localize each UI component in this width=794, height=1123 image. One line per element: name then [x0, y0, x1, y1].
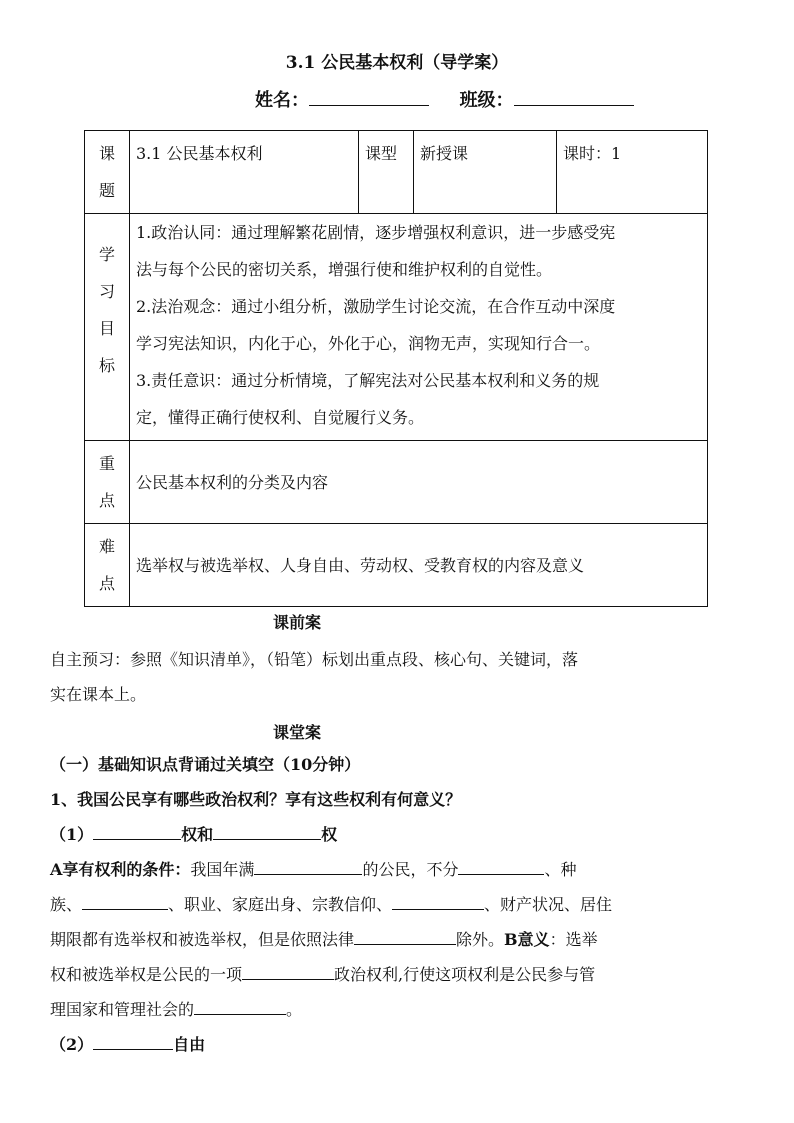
goals-content — [130, 214, 708, 441]
goal-line: 学习宪法知识，内化于心，外化于心，润物无声，实现知行合一。 — [136, 334, 601, 353]
fill-blank[interactable] — [194, 997, 286, 1015]
fill-blank[interactable] — [93, 822, 181, 840]
key-point-label: 重 点 — [85, 441, 130, 524]
condition-label: A享有权利的条件： — [50, 860, 191, 879]
difficulty-value: 选举权与被选举权、人身自由、劳动权、受教育权的内容及意义 — [130, 524, 708, 607]
key-point-value: 公民基本权利的分类及内容 — [130, 441, 708, 524]
in-class-content — [50, 747, 700, 1062]
fill-blank[interactable] — [93, 1032, 173, 1050]
fill-blank[interactable] — [458, 857, 544, 875]
item-1: （1） 权和 权 — [50, 817, 700, 852]
lesson-info-table — [84, 130, 708, 607]
goal-line: 定，懂得正确行使权利、自觉履行义务。 — [136, 408, 425, 427]
goal-line: 3.责任意识：通过分析情境，了解宪法对公民基本权利和义务的规 — [136, 371, 600, 390]
item-2: （2） 自由 — [50, 1027, 700, 1062]
goal-line: 1.政治认同：通过理解繁花剧情，逐步增强权利意识，进一步感受宪 — [136, 223, 616, 242]
class-label: 班级： — [459, 90, 514, 111]
goals-label: 学 习 目 标 — [85, 214, 130, 441]
in-class-heading: 课堂案 — [272, 723, 321, 742]
difficulty-row — [85, 524, 708, 607]
condition-line-2: 族、 、职业、家庭出身、宗教信仰、 、财产状况、居住 — [50, 887, 700, 922]
fill-blank[interactable] — [82, 892, 168, 910]
name-blank[interactable] — [309, 86, 429, 106]
meaning-label: B意义 — [504, 930, 550, 949]
pre-class-line: 自主预习：参照《知识清单》，（铅笔）标划出重点段、核心句、关键词，落 — [50, 650, 579, 669]
topic-value: 3.1 公民基本权利 — [130, 131, 359, 214]
fill-blank[interactable] — [354, 927, 456, 945]
period-value: 课时：1 — [557, 131, 708, 214]
pre-class-line: 实在课本上。 — [50, 685, 147, 704]
condition-line-4: 权和被选举权是公民的一项 政治权利,行使这项权利是公民参与管 — [50, 957, 700, 992]
pre-class-text — [50, 642, 700, 712]
type-label: 课型 — [359, 131, 414, 214]
key-point-row — [85, 441, 708, 524]
goal-line: 2.法治观念：通过小组分析，激励学生讨论交流，在合作互动中深度 — [136, 297, 616, 316]
fill-blank[interactable] — [242, 962, 334, 980]
fill-blank[interactable] — [392, 892, 484, 910]
pre-class-heading: 课前案 — [272, 613, 321, 632]
fill-blank[interactable] — [213, 822, 321, 840]
name-label: 姓名： — [255, 90, 309, 111]
goals-row — [85, 214, 708, 441]
topic-row — [85, 131, 708, 214]
type-value: 新授课 — [414, 131, 557, 214]
class-blank[interactable] — [514, 86, 634, 106]
document-title: 3.1 公民基本权利（导学案） — [285, 53, 509, 73]
section-heading: （一）基础知识点背诵过关填空（10分钟） — [50, 755, 361, 774]
condition-line-1: A享有权利的条件：我国年满 的公民，不分 、种 — [50, 852, 700, 887]
question-1: 1、我国公民享有哪些政治权利？享有这些权利有何意义？ — [50, 790, 462, 809]
difficulty-label: 难 点 — [85, 524, 130, 607]
topic-label: 课 题 — [85, 131, 130, 214]
goal-line: 法与每个公民的密切关系，增强行使和维护权利的自觉性。 — [136, 260, 553, 279]
condition-line-5: 理国家和管理社会的 。 — [50, 992, 700, 1027]
condition-line-3: 期限都有选举权和被选举权，但是依照法律 除外。B意义：选举 — [50, 922, 700, 957]
fill-blank[interactable] — [254, 857, 362, 875]
student-info-line — [255, 86, 634, 112]
